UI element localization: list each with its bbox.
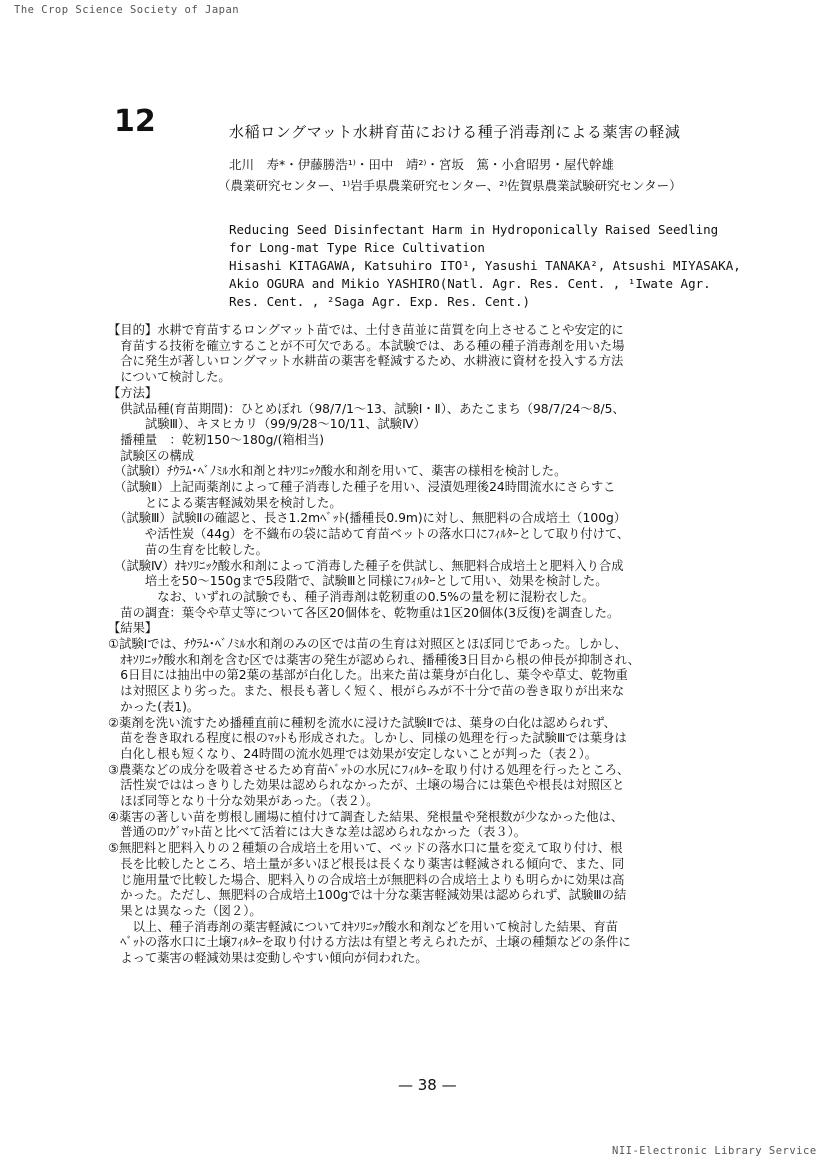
paper-number: 12 bbox=[114, 104, 156, 139]
body-line: や活性炭（44g）を不織布の袋に詰めて育苗ベットの落水口にﾌｨﾙﾀｰとして取り付けて、 bbox=[108, 527, 630, 541]
body-line: 苗を巻き取れる程度に根のﾏｯﾄも形成された。しかし、同様の処理を行った試験Ⅲでは葉身は bbox=[108, 731, 627, 745]
body-line: 長を比較したところ、培土量が多いほど根長は長くなり薬害は軽減される傾向で、また、同 bbox=[108, 857, 625, 871]
english-title-line: Reducing Seed Disinfectant Harm in Hydroponically Raised Seedling bbox=[229, 222, 719, 237]
library-service-footer: NII-Electronic Library Service bbox=[612, 1145, 817, 1157]
page-number: — 38 — bbox=[398, 1076, 457, 1094]
body-line: 活性炭でははっきりした効果は認められなかったが、土壌の場合には葉色や根長は対照区と bbox=[108, 778, 625, 792]
authors-ja: 北川 寿*・伊藤勝浩¹⁾・田中 靖²⁾・宮坂 篤・小倉昭男・屋代幹雄 bbox=[229, 157, 614, 172]
body-line: 白化し根も短くなり、24時間の流水処理では効果が安定しないことが判った（表２）。 bbox=[108, 747, 598, 761]
body-line: は対照区より劣った。また、根長も著しく短く、根がらみが不十分で苗の巻き取りが出来な bbox=[108, 684, 625, 698]
society-header: The Crop Science Society of Japan bbox=[14, 4, 240, 16]
english-title-line: Hisashi KITAGAWA, Katsuhiro ITO¹, Yasushi TANAKA², Atsushi MIYASAKA, bbox=[229, 258, 741, 273]
body-line: ﾍﾞｯﾄの落水口に土壌ﾌｨﾙﾀｰを取り付ける方法は有望と考えられたが、土壌の種類などの条件に bbox=[108, 935, 631, 949]
body-line: 6日目には抽出中の第2葉の基部が白化した。出来た苗は葉身が白化し、葉令や草丈、乾物重 bbox=[108, 668, 628, 682]
english-title-line: Res. Cent. , ²Saga Agr. Exp. Res. Cent.) bbox=[229, 294, 531, 309]
body-line: 試験Ⅲ）、キヌヒカリ（99/9/28～10/11、試験Ⅳ） bbox=[108, 417, 426, 431]
body-line: よって薬害の軽減効果は変動しやすい傾向が伺われた。 bbox=[108, 951, 428, 965]
body-line: について検討した。 bbox=[108, 370, 231, 384]
body-line: 苗の調査：葉令や草丈等について各区20個体を、乾物重は1区20個体(3反復)を調査した。 bbox=[108, 606, 620, 620]
paper-title-ja: 水稲ロングマット水耕育苗における種子消毒剤による薬害の軽減 bbox=[229, 123, 681, 141]
body-line: 果とは異なった（図２）。 bbox=[108, 904, 262, 918]
body-line: 試験区の構成 bbox=[108, 449, 195, 463]
body-line: なお、いずれの試験でも、種子消毒剤は乾籾重の0.5%の量を籾に混粉衣した。 bbox=[108, 590, 595, 604]
body-line: ⑤無肥料と肥料入りの２種類の合成培土を用いて、ベッドの落水口に量を変えて取り付け、根 bbox=[108, 841, 623, 855]
body-line: （試験Ⅱ）上記両薬剤によって種子消毒した種子を用い、浸漬処理後24時間流水にさらすこ bbox=[108, 480, 616, 494]
body-line: ①試験Ⅰでは、ﾁｳﾗﾑ･ﾍﾞﾉﾐﾙ水和剤のみの区では苗の生育は対照区とほぼ同じであった。しかし、 bbox=[108, 637, 627, 651]
body-line: ｵｷｿﾘﾆｯｸ酸水和剤を含む区では薬害の発生が認められ、播種後3日目から根の伸長が抑制され、 bbox=[108, 653, 640, 667]
body-line: 苗の生育を比較した。 bbox=[108, 543, 268, 557]
body-line: 普通のﾛﾝｸﾞﾏｯﾄ苗と比べて活着には大きな差は認められなかった（表３）。 bbox=[108, 825, 527, 839]
body-line: 育苗する技術を確立することが不可欠である。本試験では、ある種の種子消毒剤を用いた場 bbox=[108, 339, 625, 353]
body-line: ②薬剤を洗い流すため播種直前に種籾を流水に浸けた試験Ⅱでは、葉身の白化は認められず、 bbox=[108, 716, 616, 730]
body-line: とによる薬害軽減効果を検討した。 bbox=[108, 496, 342, 510]
english-title-line: for Long-mat Type Rice Cultivation bbox=[229, 240, 485, 255]
body-line: 供試品種(育苗期間)：ひとめぼれ（98/7/1～13、試験Ⅰ・Ⅱ）、あたこまち（98/7/24～8/5、 bbox=[108, 402, 625, 416]
affiliation-ja: （農業研究センター、¹⁾岩手県農業研究センター、²⁾佐賀県農業試験研究センター） bbox=[218, 178, 682, 193]
body-line: ④薬害の著しい苗を剪根し圃場に植付けて調査した結果、発根量や発根数が少なかった他は、 bbox=[108, 810, 624, 824]
body-line: 【結果】 bbox=[108, 621, 158, 635]
body-line: 合に発生が著しいロングマット水耕苗の薬害を軽減するため、水耕液に資材を投入する方法 bbox=[108, 354, 624, 368]
body-line: 【目的】水耕で育苗するロングマット苗では、土付き苗並に苗質を向上させることや安定的に bbox=[108, 323, 624, 337]
body-line: 以上、種子消毒剤の薬害軽減についてｵｷｿﾘﾆｯｸ酸水和剤などを用いて検討した結果、育苗 bbox=[108, 920, 619, 934]
body-line: （試験Ⅰ）ﾁｳﾗﾑ･ﾍﾞﾉﾐﾙ水和剤とｵｷｿﾘﾆｯｸ酸水和剤を用いて、薬害の様相を検討した。 bbox=[108, 464, 567, 478]
body-line: ③農薬などの成分を吸着させるため育苗ﾍﾞｯﾄの水尻にﾌｨﾙﾀｰを取り付ける処理を行ったところ、 bbox=[108, 763, 630, 777]
body-line: （試験Ⅲ）試験Ⅱの確認と、長さ1.2mﾍﾞｯﾄ(播種長0.9m)に対し、無肥料の合成培土（100g） bbox=[108, 511, 627, 525]
body-line: 培土を50～150gまで5段階で、試験Ⅲと同様にﾌｨﾙﾀｰとして用い、効果を検討した。 bbox=[108, 574, 608, 588]
body-line: かった。ただし、無肥料の合成培土100gでは十分な薬害軽減効果は認められず、試験Ⅲの結 bbox=[108, 888, 627, 902]
body-line: 播種量 ：乾籾150～180g/(箱相当) bbox=[108, 433, 325, 447]
body-line: 【方法】 bbox=[108, 386, 158, 400]
body-line: かった(表1)。 bbox=[108, 700, 200, 714]
body-line: ほぼ同等となり十分な効果があった。（表２）。 bbox=[108, 794, 379, 808]
body-line: （試験Ⅳ）ｵｷｿﾘﾆｯｸ酸水和剤によって消毒した種子を供試し、無肥料合成培土と肥料入り合成 bbox=[108, 559, 624, 573]
english-title-line: Akio OGURA and Mikio YASHIRO(Natl. Agr. Res. Cent. , ¹Iwate Agr. bbox=[229, 276, 711, 291]
body-line: じ施用量で比較した場合、肥料入りの合成培土が無肥料の合成培土よりも明らかに効果は高 bbox=[108, 873, 625, 887]
